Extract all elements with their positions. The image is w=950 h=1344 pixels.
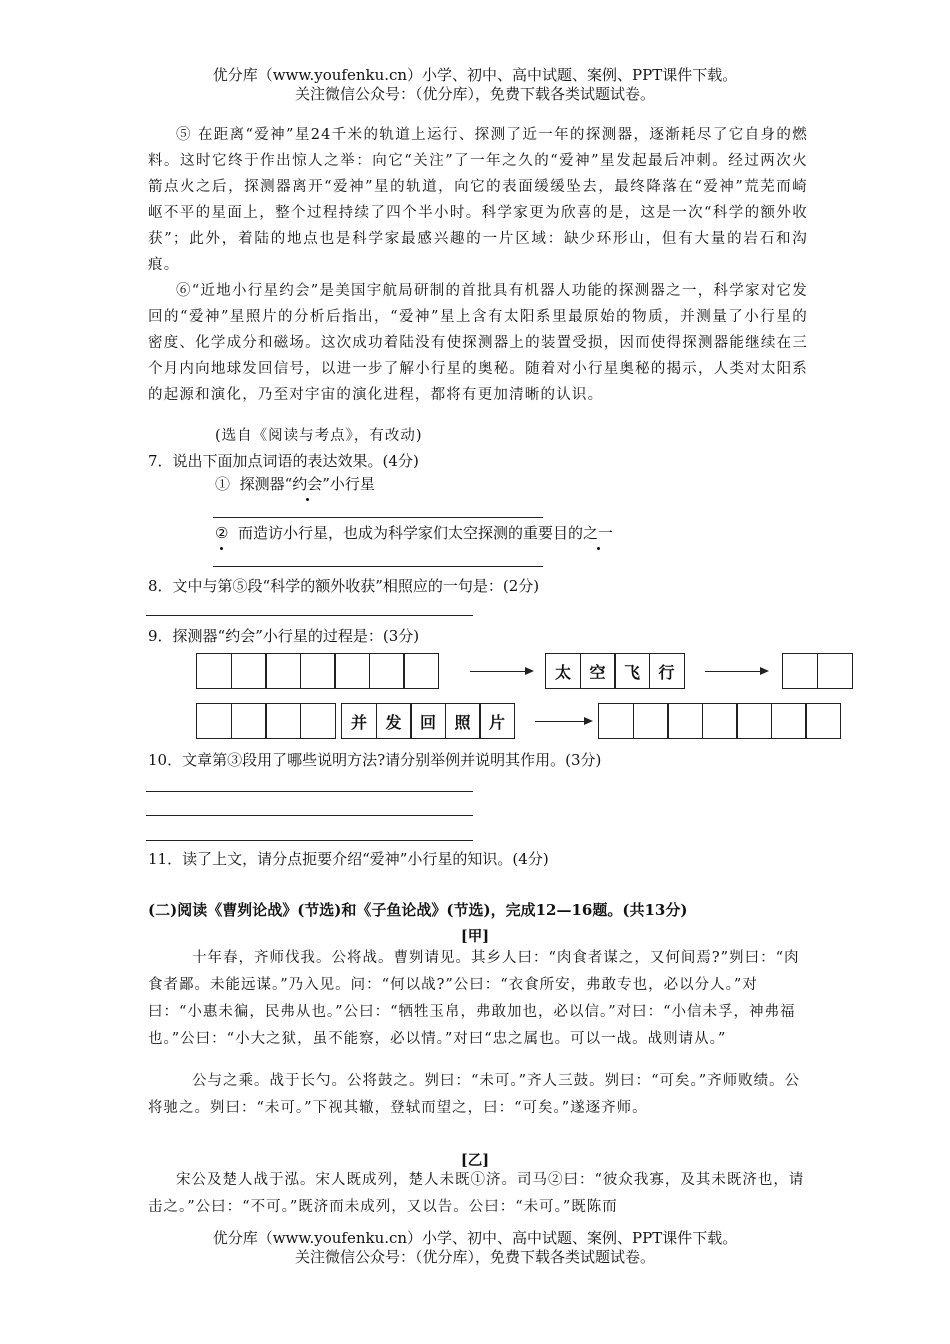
flow-char-box: 太 bbox=[545, 653, 581, 689]
flow-row-2-start-boxes[interactable] bbox=[196, 703, 334, 739]
flow-char-box: 照 bbox=[445, 703, 481, 739]
flow-char-box: 行 bbox=[649, 653, 685, 689]
blank-box[interactable] bbox=[782, 653, 818, 689]
answer-line-8[interactable] bbox=[146, 615, 473, 616]
blank-box[interactable] bbox=[334, 653, 370, 689]
flow-char-box: 并 bbox=[341, 703, 377, 739]
question-11: 11．读了上文，请分点扼要介绍“爱神”小行星的知识。(4分) bbox=[148, 850, 549, 868]
flow-char-box: 空 bbox=[580, 653, 616, 689]
blank-box[interactable] bbox=[265, 653, 301, 689]
flow-char-box: 飞 bbox=[614, 653, 650, 689]
section-2-title bbox=[148, 900, 687, 920]
blank-box[interactable] bbox=[736, 703, 772, 739]
paragraph-5: ⑤ 在距离“爱神”星24千米的轨道上运行、探测了近一年的探测器，逐渐耗尽了它自身的燃料。这时它终于作出惊人之举：向它“关注”了一年之久的“爱神”星发起最后冲刺。经过两次火箭点火之后，探测器离开“爱神”星的轨道，向它的表面缓缓坠去，最终降落在“爱神”荒芜而崎岖不平的星面上，整个过程持续了四个半小时。科学家更为欣喜的是，这是一次“科学的额外收获”；此外，着陆的地点也是科学家最感兴趣的一片区域：缺少环形山，但有大量的岩石和沟痕。 bbox=[148, 127, 808, 273]
blank-box[interactable] bbox=[231, 653, 267, 689]
text-jia-paragraph-2: 公与之乘。战于长勺。公将鼓之。刿曰：“未可。”齐人三鼓。刿曰：“可矣。”齐师败绩。公将驰之。刿曰：“未可。”下视其辙，登轼而望之，曰：“可矣。”遂逐齐师。 bbox=[148, 1073, 801, 1116]
flow-arrow-2 bbox=[705, 671, 767, 672]
blank-box[interactable] bbox=[817, 653, 853, 689]
flow-char-box: 发 bbox=[376, 703, 412, 739]
answer-line-7-2[interactable] bbox=[213, 566, 543, 567]
text-jia-heading: [甲] bbox=[460, 928, 490, 945]
footer-line-2: 关注微信公众号：（优分库），免费下载各类试题试卷。 bbox=[294, 1248, 655, 1266]
footer-line-1: 优分库（www.youfenku.cn）小学、初中、高中试题、案例、PPT课件下载。 bbox=[212, 1229, 738, 1247]
item-2-text: 而造访小行星，也成为科学家们太空探测的重要目的 bbox=[238, 524, 584, 542]
flow-row-2-text-boxes bbox=[341, 703, 514, 739]
item-1-number: ① bbox=[215, 475, 231, 493]
flow-row-1-blank-boxes[interactable] bbox=[196, 653, 438, 689]
blank-box[interactable] bbox=[265, 703, 301, 739]
text-yi-paragraph-1: 宋公及楚人战于泓。宋人既成列，楚人未既①济。司马②曰：“彼众我寡，及其未既济也，请击之。”公曰：“不可。”既济而未成列，又以告。公曰：“未可。”既陈而 bbox=[148, 1172, 805, 1215]
section-2-title-b: 12—16 bbox=[535, 901, 593, 919]
item-1-dotted-word: 约会 bbox=[292, 475, 323, 493]
flow-char-box: 回 bbox=[410, 703, 446, 739]
blank-box[interactable] bbox=[667, 703, 703, 739]
header-line-1: 优分库（www.youfenku.cn）小学、初中、高中试题、案例、PPT课件下载。 bbox=[212, 66, 738, 84]
item-1-text-post: ”小行星 bbox=[322, 475, 375, 493]
question-10: 10．文章第③段用了哪些说明方法?请分别举例并说明其作用。(3分) bbox=[148, 751, 602, 769]
flow-char-box: 片 bbox=[479, 703, 515, 739]
item-2-number: ② bbox=[215, 524, 229, 542]
flow-row-1-end-boxes[interactable] bbox=[782, 653, 851, 689]
blank-box[interactable] bbox=[369, 653, 405, 689]
text-jia-paragraph-1: 十年春，齐师伐我。公将战。曹刿请见。其乡人曰：“肉食者谋之，又何间焉?”刿曰：“肉食者鄙。未能远谋。”乃入见。问：“何以战?”公曰：“衣食所安，弗敢专也，必以分人。”对曰：“小惠未徧，民弗从也。”公曰：“牺牲玉帛，弗敢加也，必以信。”对曰：“小信未孚，神弗福也。”公曰：“小大之狱，虽不能察，必以情。”对曰“忠之属也。可以一战。战则请从。” bbox=[148, 950, 800, 1047]
header-line-2: 关注微信公众号：（优分库），免费下载各类试题试卷。 bbox=[294, 85, 655, 103]
question-9: 9．探测器“约会”小行星的过程是：(3分) bbox=[148, 627, 420, 645]
question-7-item-2 bbox=[215, 523, 613, 543]
blank-box[interactable] bbox=[633, 703, 669, 739]
blank-box[interactable] bbox=[403, 653, 439, 689]
blank-box[interactable] bbox=[805, 703, 841, 739]
page-footer bbox=[0, 1229, 950, 1267]
blank-box[interactable] bbox=[300, 703, 336, 739]
section-2-title-e: 分) bbox=[665, 901, 688, 919]
passage-source: (选自《阅读与考点》，有改动) bbox=[215, 428, 423, 444]
blank-box[interactable] bbox=[196, 653, 232, 689]
answer-line-10-3[interactable] bbox=[146, 840, 473, 841]
question-8: 8．文中与第⑤段“科学的额外收获”相照应的一句是：(2分) bbox=[148, 577, 540, 595]
question-7: 7．说出下面加点词语的表达效果。(4分) bbox=[148, 452, 419, 470]
blank-box[interactable] bbox=[300, 653, 336, 689]
blank-box[interactable] bbox=[598, 703, 634, 739]
paragraph-6: ⑥“近地小行星约会”是美国宇航局研制的首批具有机器人功能的探测器之一，科学家对它发回的“爱神”星照片的分析后指出，“爱神”星上含有太阳系里最原始的物质，并测量了小行星的密度、化学成分和磁场。这次成功着陆没有使探测器上的装置受损，因而使得探测器能继续在三个月内向地球发回信号，以进一步了解小行星的奥秘。随着对小行星奥秘的揭示，人类对太阳系的起源和演化，乃至对宇宙的演化进程，都将有更加清晰的认识。 bbox=[148, 283, 808, 403]
question-7-item-1 bbox=[215, 474, 375, 494]
flow-row-1-text-boxes bbox=[545, 653, 683, 689]
blank-box[interactable] bbox=[702, 703, 738, 739]
flow-arrow-1 bbox=[470, 671, 532, 672]
blank-box[interactable] bbox=[231, 703, 267, 739]
blank-box[interactable] bbox=[196, 703, 232, 739]
blank-box[interactable] bbox=[771, 703, 807, 739]
item-1-text-pre: 探测器“ bbox=[239, 475, 293, 493]
page-header bbox=[0, 66, 950, 104]
section-2-title-d: 13 bbox=[644, 901, 666, 919]
answer-line-7-1[interactable] bbox=[213, 517, 543, 518]
text-yi-heading: [乙] bbox=[460, 1152, 490, 1169]
item-2-dotted-word: 之一 bbox=[583, 524, 614, 542]
flow-arrow-3 bbox=[535, 721, 591, 722]
section-2-title-c: 题。(共 bbox=[592, 901, 645, 919]
flow-row-2-end-boxes[interactable] bbox=[598, 703, 840, 739]
answer-line-10-2[interactable] bbox=[146, 815, 473, 816]
section-2-title-a: (二)阅读《曹刿论战》(节选)和《子鱼论战》(节选)，完成 bbox=[148, 901, 536, 919]
answer-line-10-1[interactable] bbox=[146, 791, 473, 792]
